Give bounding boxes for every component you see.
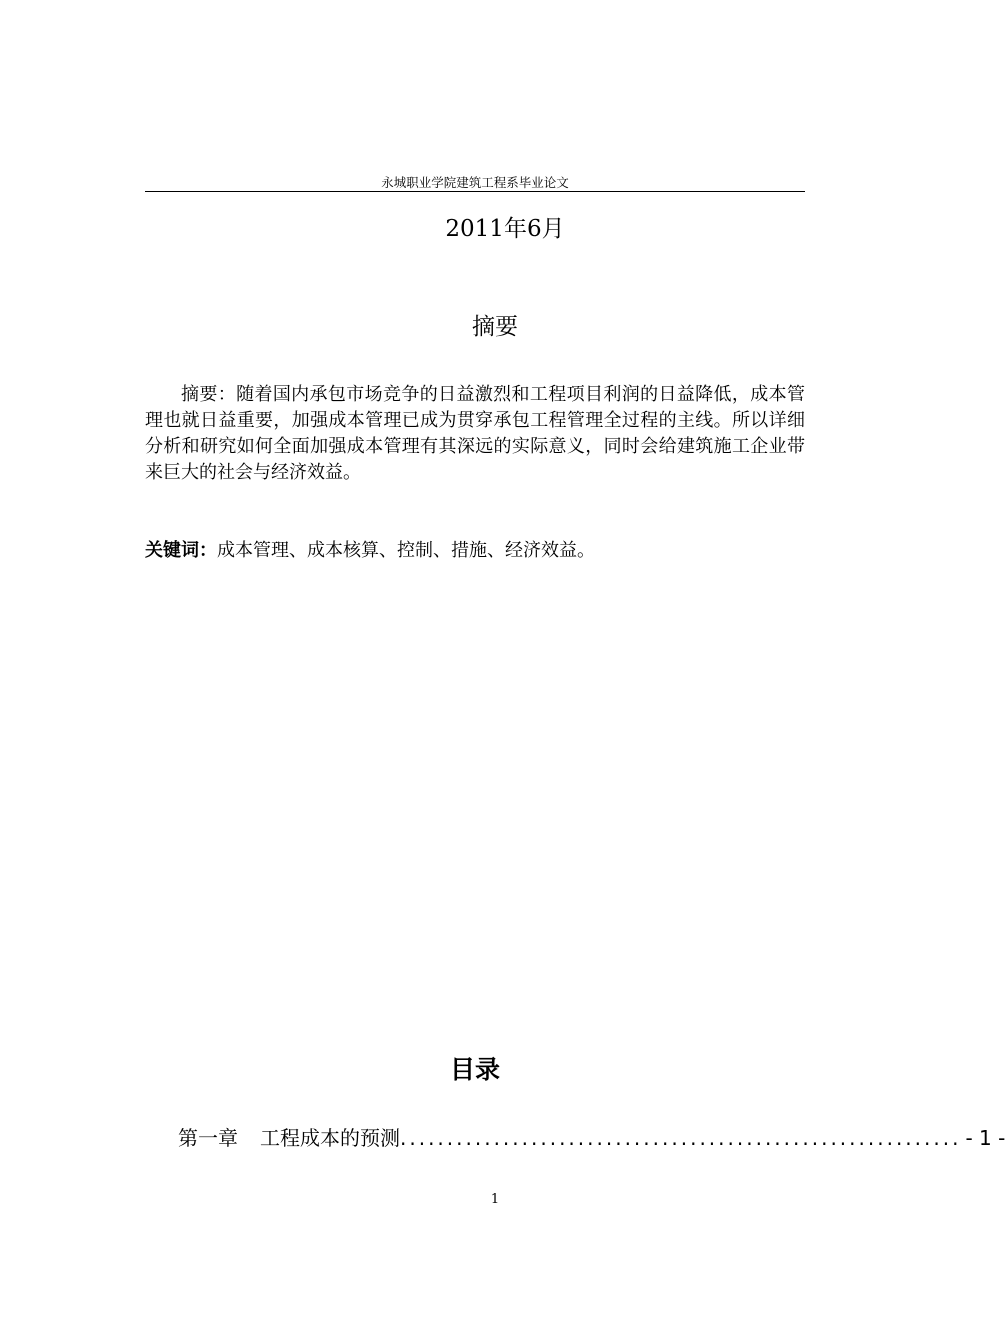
toc-entry[interactable] (178, 1124, 1005, 1152)
date-line: 2011年6月 (445, 216, 565, 242)
keywords-label: 关键词： (145, 540, 217, 561)
header-rule (145, 191, 805, 192)
page-number: 1 (490, 1192, 500, 1207)
toc-entry-page: - 1 - (965, 1126, 1005, 1150)
toc-entry-title: 工程成本的预测 (260, 1126, 400, 1150)
toc-entry-chapter: 第一章 (178, 1126, 238, 1150)
keywords-text: 成本管理、成本核算、控制、措施、经济效益。 (217, 540, 595, 561)
abstract-heading: 摘要 (472, 314, 518, 340)
toc-dot-leader: ............................................................ (400, 1126, 962, 1150)
running-header: 永城职业学院建筑工程系毕业论文 (381, 175, 569, 190)
keywords-line (145, 538, 805, 564)
toc-heading: 目录 (449, 1055, 500, 1084)
abstract-body: 摘要：随着国内承包市场竞争的日益激烈和工程项目利润的日益降低，成本管理也就日益重要，加强成本管理已成为贯穿承包工程管理全过程的主线。所以详细分析和研究如何全面加强成本管理有其深远的实际意义，同时会给建筑施工企业带来巨大的社会与经济效益。 (145, 384, 805, 483)
